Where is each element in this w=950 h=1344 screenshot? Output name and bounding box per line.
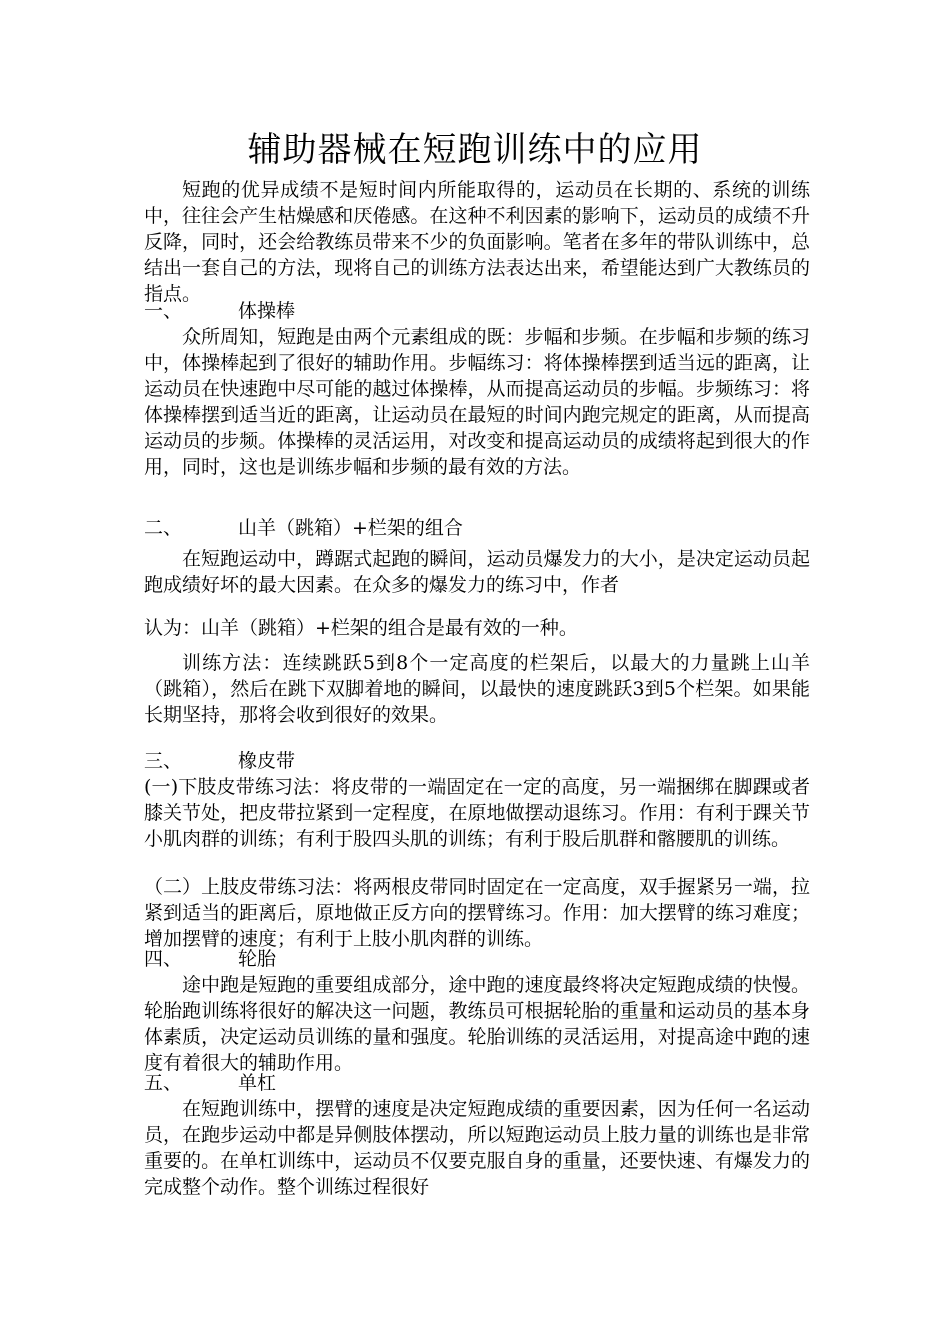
section-4-paragraph: 途中跑是短跑的重要组成部分，途中跑的速度最终将决定短跑成绩的快慢。轮胎跑训练将很好的解决这一问题，教练员可根据轮胎的重量和运动员的基本身体素质，决定运动员训练的量和强度。轮胎训练的灵活运用，对提高途中跑的速度有着很大的辅助作用。 [144,974,810,1074]
section-number: 四、 [144,948,183,970]
section-2-paragraph: 在短跑运动中，蹲踞式起跑的瞬间，运动员爆发力的大小，是决定运动员起跑成绩好坏的最大因素。在众多的爆发力的练习中，作者 [144,548,810,596]
section-number: 三、 [144,750,183,772]
section-1-paragraph: 众所周知，短跑是由两个元素组成的既：步幅和步频。在步幅和步频的练习中，体操棒起到了很好的辅助作用。步幅练习：将体操棒摆到适当远的距离，让运动员在快速跑中尽可能的越过体操棒，从而提高运动员的步幅。步频练习：将体操棒摆到适当近的距离，让运动员在最短的时间内跑完规定的距离，从而提高运动员的步频。体操棒的灵活运用，对改变和提高运动员的成绩将起到很大的作用，同时，这也是训练步幅和步频的最有效的方法。 [144,326,810,478]
section-number: 五、 [144,1072,183,1094]
section-2-paragraph: 认为：山羊（跳箱）+栏架的组合是最有效的一种。 [144,617,578,639]
section-5-paragraph: 在短跑训练中，摆臂的速度是决定短跑成绩的重要因素，因为任何一名运动员，在跑步运动中都是异侧肢体摆动，所以短跑运动员上肢力量的训练也是非常重要的。在单杠训练中，运动员不仅要克服自身的重量，还要快速、有爆发力的完成整个动作。整个训练过程很好 [144,1098,810,1198]
section-title: 体操棒 [238,300,296,322]
intro-paragraph: 短跑的优异成绩不是短时间内所能取得的，运动员在长期的、系统的训练中，往往会产生枯燥感和厌倦感。在这种不利因素的影响下，运动员的成绩不升反降，同时，还会给教练员带来不少的负面影响。笔者在多年的带队训练中，总结出一套自己的方法，现将自己的训练方法表达出来，希望能达到广大教练员的指点。 [144,179,810,305]
section-2-method-paragraph: 训练方法：连续跳跃5到8个一定高度的栏架后，以最大的力量跳上山羊（跳箱），然后在跳下双脚着地的瞬间，以最快的速度跳跃3到5个栏架。如果能长期坚持，那将会收到很好的效果。 [144,652,810,726]
section-heading-5 [144,1070,810,1096]
section-title: 橡皮带 [238,750,296,772]
section-title: 山羊（跳箱）+栏架的组合 [238,517,463,539]
section-number: 二、 [144,517,183,539]
section-heading-2 [144,515,810,541]
section-title: 轮胎 [238,948,277,970]
document-title: 辅助器械在短跑训练中的应用 [247,130,703,170]
section-heading-3 [144,748,810,774]
section-title: 单杠 [238,1072,277,1094]
section-number: 一、 [144,300,183,322]
section-3-lower-limb-paragraph: (一)下肢皮带练习法：将皮带的一端固定在一定的高度，另一端捆绑在脚踝或者膝关节处，把皮带拉紧到一定程度，在原地做摆动退练习。作用：有利于踝关节小肌肉群的训练；有利于股四头肌的训练；有利于股后肌群和髂腰肌的训练。 [144,776,810,850]
section-3-upper-limb-paragraph: （二）上肢皮带练习法：将两根皮带同时固定在一定高度，双手握紧另一端，拉紧到适当的距离后，原地做正反方向的摆臂练习。作用：加大摆臂的练习难度；增加摆臂的速度；有利于上肢小肌肉群的训练。 [144,876,810,950]
section-heading-1 [144,298,810,324]
section-heading-4 [144,946,810,972]
